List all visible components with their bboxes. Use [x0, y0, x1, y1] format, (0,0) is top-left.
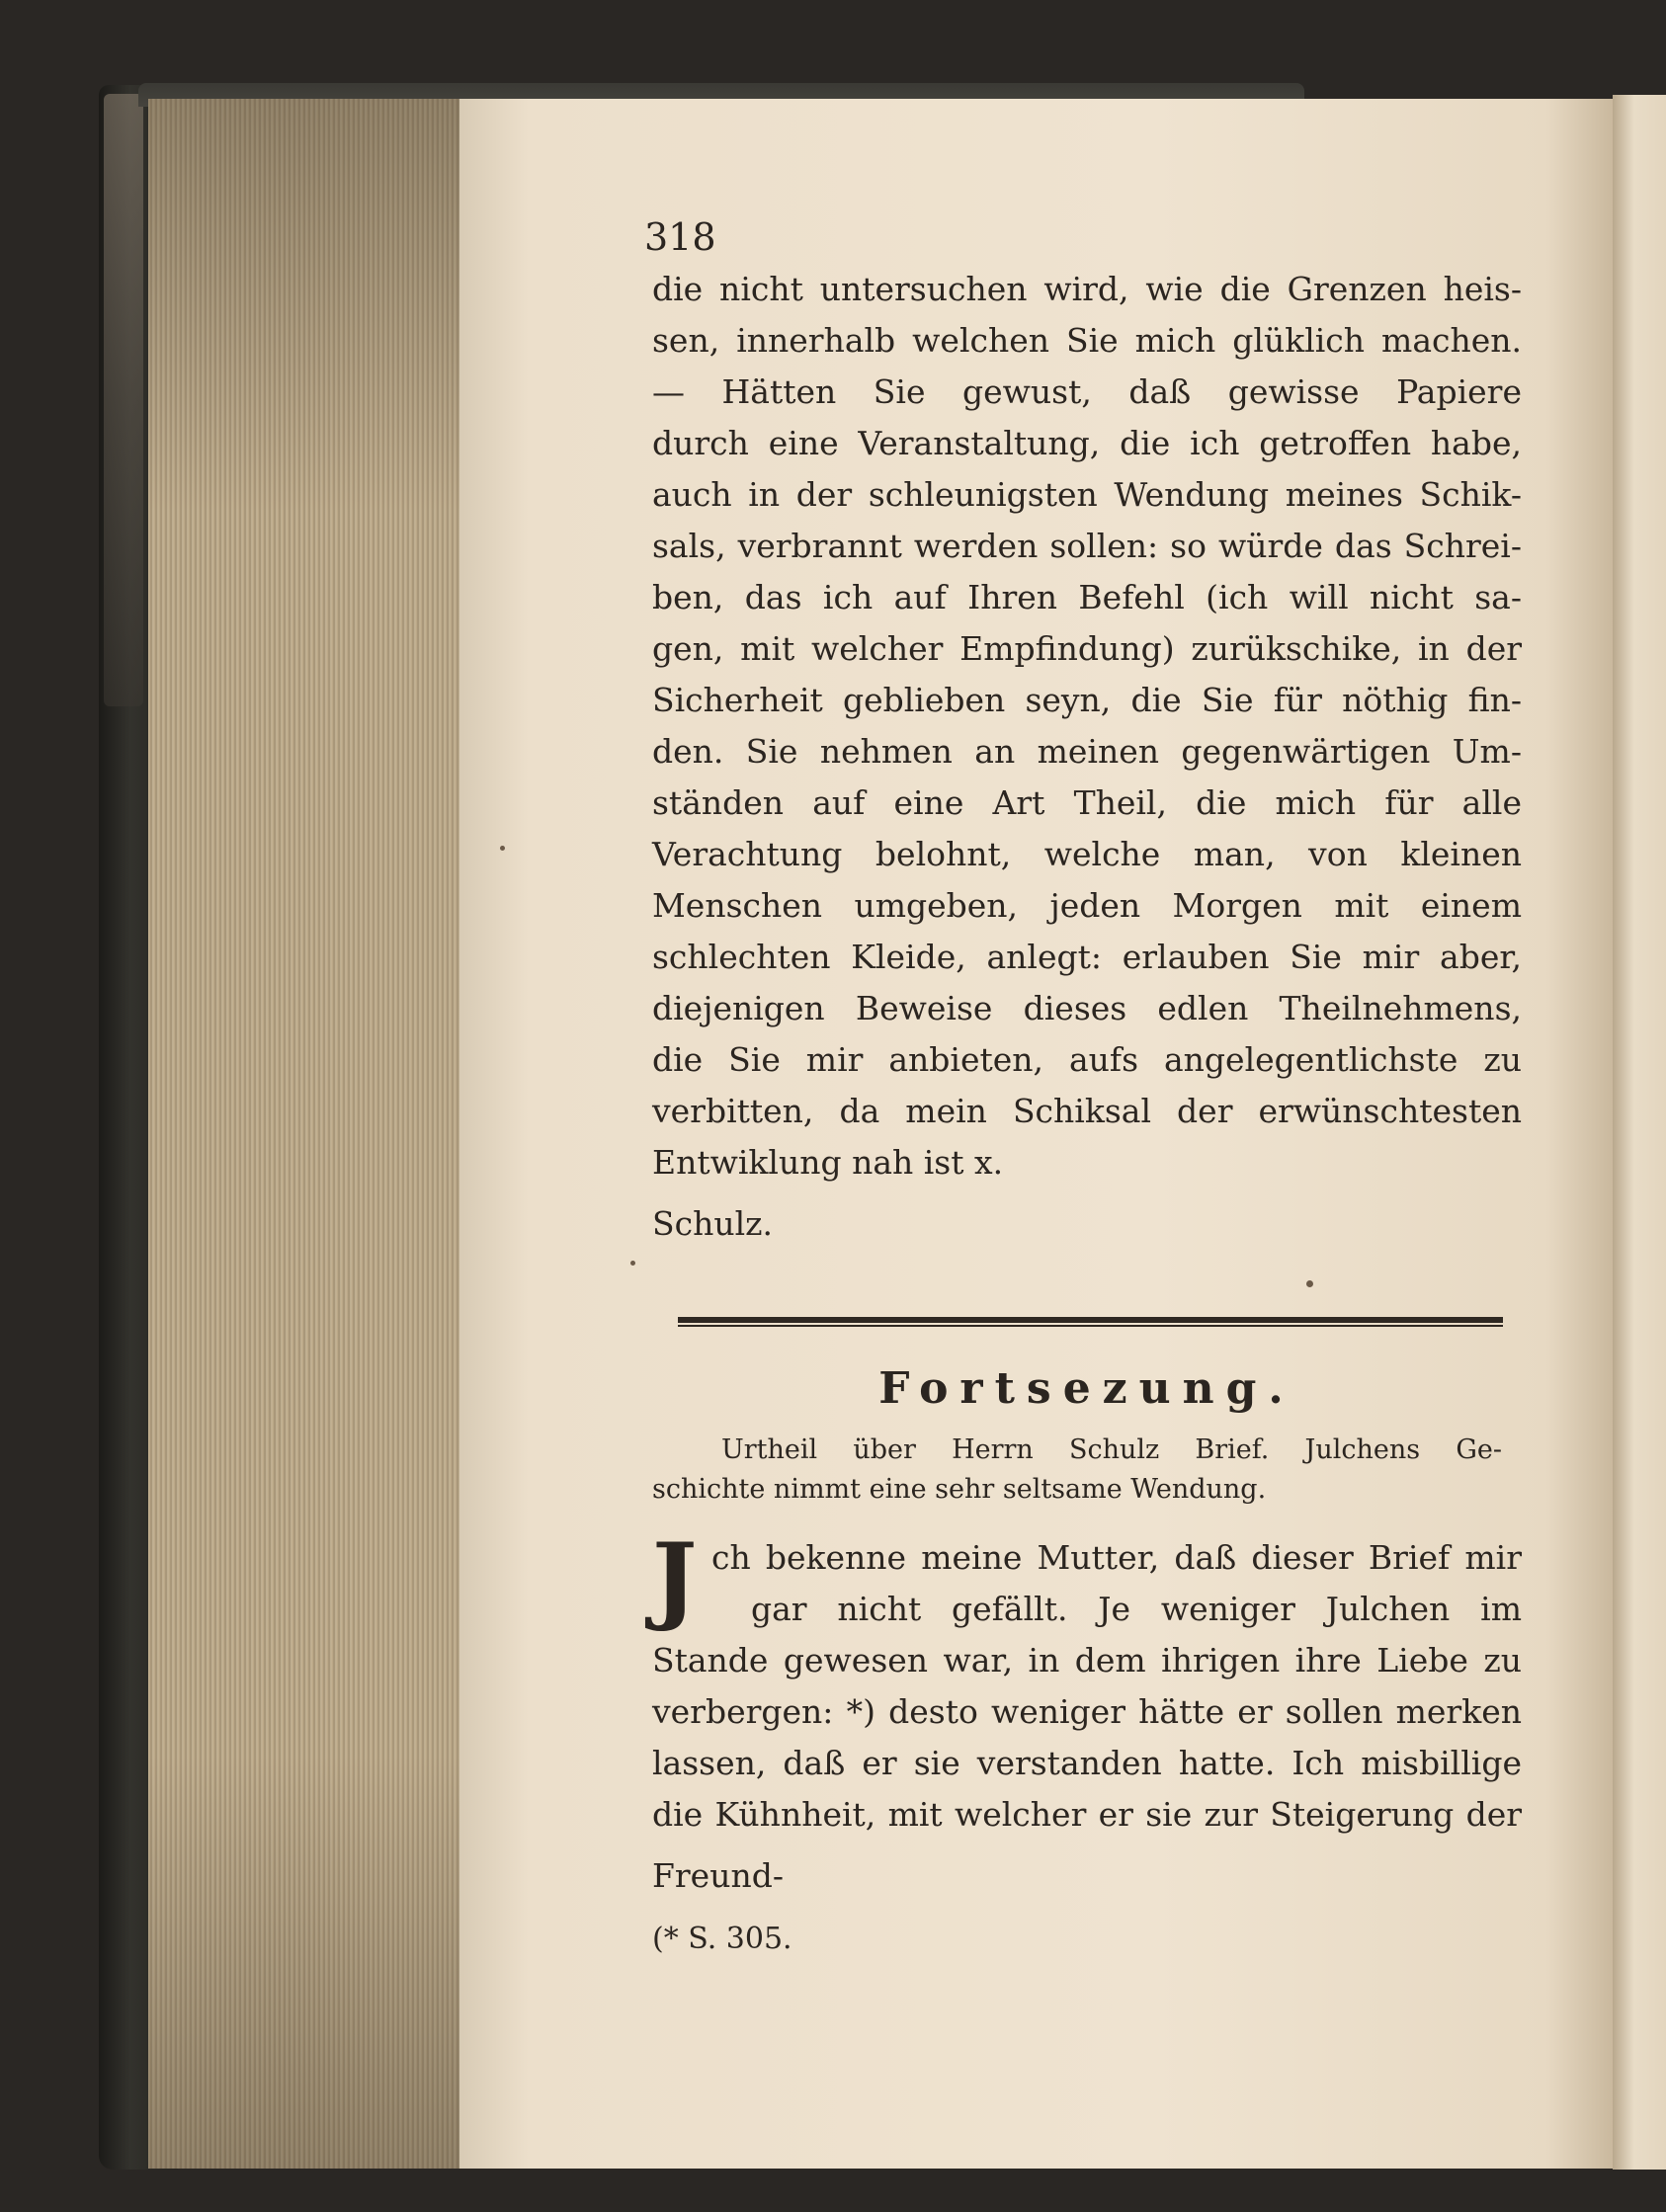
text-line: lassen, daß er sie verstanden hatte. Ich misbillige	[652, 1744, 1522, 1782]
signature: Schulz.	[652, 1204, 774, 1243]
text-line: sen, innerhalb welchen Sie mich glüklich machen.	[652, 321, 1522, 360]
text-line: gen, mit welcher Empfindung) zurükschike, in der	[652, 629, 1522, 668]
page-block-shading	[148, 99, 459, 2169]
text-line: die Kühnheit, mit welcher er sie zur Steigerung der	[652, 1795, 1522, 1834]
text-line: Sicherheit geblieben seyn, die Sie für nöthig fin-	[652, 681, 1522, 719]
summary-line: schichte nimmt eine sehr seltsame Wendung.	[652, 1474, 1267, 1505]
text-line: Menschen umgeben, jeden Morgen mit einem	[652, 886, 1522, 925]
text-line: gar nicht gefällt. Je weniger Julchen im	[751, 1590, 1522, 1628]
text-line: ben, das ich auf Ihren Befehl (ich will nicht sa-	[652, 578, 1522, 616]
text-line: sals, verbrannt werden sollen: so würde das Schrei-	[652, 527, 1522, 565]
text-line: verbitten, da mein Schiksal der erwünschtesten	[652, 1092, 1522, 1130]
catchword: Freund-	[652, 1856, 784, 1895]
text-line: Verachtung belohnt, welche man, von kleinen	[652, 835, 1522, 873]
ink-spot	[500, 846, 505, 851]
text-line: — Hätten Sie gewust, daß gewisse Papiere	[652, 372, 1522, 411]
text-line: ständen auf eine Art Theil, die mich für alle	[652, 783, 1522, 822]
text-line: auch in der schleunigsten Wendung meines Schik-	[652, 475, 1522, 514]
section-divider-thin	[678, 1325, 1503, 1327]
section-heading: Fortsezung.	[878, 1363, 1295, 1414]
text-line: durch eine Veranstaltung, die ich getroffen habe,	[652, 424, 1522, 462]
text-line: ch bekenne meine Mutter, daß dieser Brief mir	[711, 1538, 1522, 1577]
ink-spot	[630, 1261, 635, 1266]
page-number: 318	[644, 215, 716, 259]
worn-cover-edge	[104, 94, 143, 706]
text-line: schlechten Kleide, anlegt: erlauben Sie mir aber,	[652, 938, 1522, 976]
text-line: die nicht untersuchen wird, wie die Grenzen heis-	[652, 270, 1522, 308]
text-line: Entwiklung nah ist x.	[652, 1143, 1004, 1182]
footnote: (* S. 305.	[652, 1922, 792, 1956]
summary-line: Urtheil über Herrn Schulz Brief. Julchens Ge-	[721, 1434, 1502, 1465]
text-line: den. Sie nehmen an meinen gegenwärtigen Um-	[652, 732, 1522, 771]
text-line: die Sie mir anbieten, aufs angelegentlichste zu	[652, 1040, 1522, 1079]
text-line: Stande gewesen war, in dem ihrigen ihre Liebe zu	[652, 1641, 1522, 1679]
text-line: verbergen: *) desto weniger hätte er sollen merken	[652, 1692, 1522, 1731]
drop-cap: J	[652, 1522, 698, 1634]
ink-spot	[1306, 1280, 1313, 1287]
facing-page-edge	[1613, 95, 1666, 2170]
section-divider	[678, 1317, 1503, 1323]
text-line: diejenigen Beweise dieses edlen Theilnehmens,	[652, 989, 1522, 1027]
